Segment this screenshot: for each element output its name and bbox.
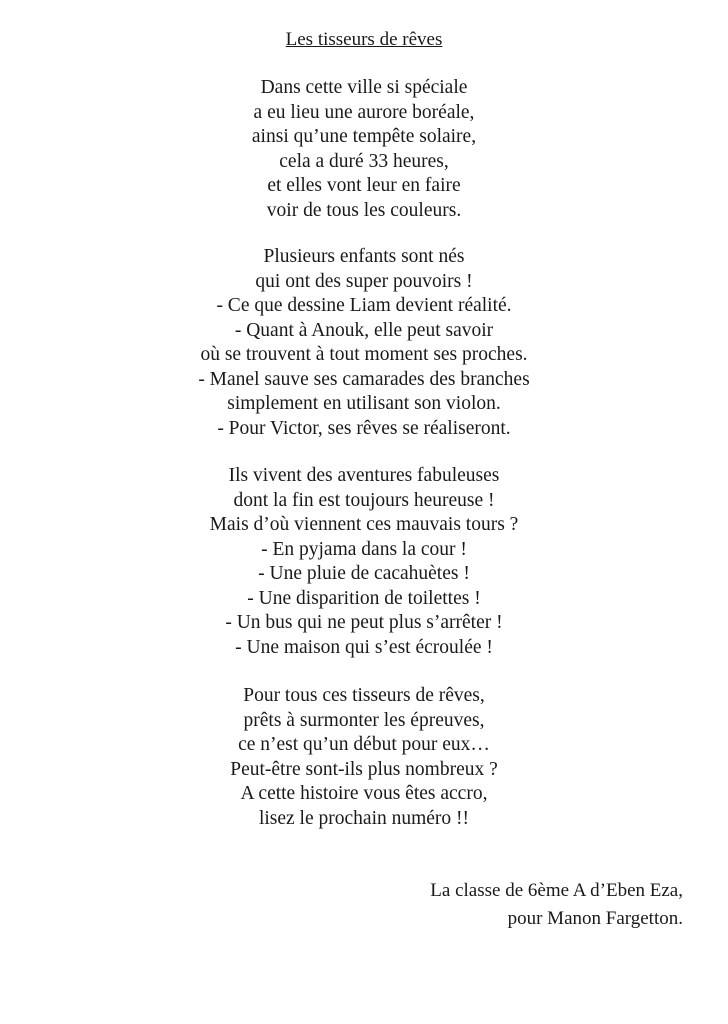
verse: ce n’est qu’un début pour eux… <box>238 734 490 755</box>
signature <box>430 877 683 933</box>
verse: A cette histoire vous êtes accro, <box>240 783 488 804</box>
verse: - Un bus qui ne peut plus s’arrêter ! <box>225 612 503 633</box>
verse: ainsi qu’une tempête solaire, <box>251 126 477 147</box>
verse: Pour tous ces tisseurs de rêves, <box>243 685 485 706</box>
verse: a eu lieu une aurore boréale, <box>253 101 475 123</box>
signature-line: La classe de 6ème A d’Eben Eza, <box>430 880 683 901</box>
verse: - Quant à Anouk, elle peut savoir <box>234 319 494 341</box>
verse: - Ce que dessine Liam devient réalité. <box>216 295 512 316</box>
verse: - Une maison qui s’est écroulée ! <box>235 636 493 658</box>
verse: qui ont des super pouvoirs ! <box>255 270 473 292</box>
verse: et elles vont leur en faire <box>267 175 461 196</box>
verse: - En pyjama dans la cour ! <box>261 538 467 560</box>
verse: simplement en utilisant son violon. <box>227 393 501 414</box>
signature-line: pour Manon Fargetton. <box>507 908 683 929</box>
verse: dont la fin est toujours heureuse ! <box>233 489 495 511</box>
verse: voir de tous les couleurs. <box>266 199 462 221</box>
verse: cela a duré 33 heures, <box>279 150 449 172</box>
stanza-2 <box>0 245 728 441</box>
verse: - Une pluie de cacahuètes ! <box>258 563 470 584</box>
verse: Mais d’où viennent ces mauvais tours ? <box>209 514 519 535</box>
stanza-1 <box>0 76 728 223</box>
verse: Peut-être sont-ils plus nombreux ? <box>230 758 498 780</box>
stanza-3 <box>0 464 728 660</box>
verse: Plusieurs enfants sont nés <box>263 246 465 267</box>
verse: prêts à surmonter les épreuves, <box>243 709 485 731</box>
verse: Dans cette ville si spéciale <box>260 77 468 98</box>
verse: - Une disparition de toilettes ! <box>247 587 481 609</box>
verse: - Manel sauve ses camarades des branches <box>198 368 530 390</box>
poem-title: Les tisseurs de rêves <box>285 29 443 50</box>
stanza-4 <box>0 684 728 831</box>
verse: - Pour Victor, ses rêves se réaliseront. <box>217 417 511 439</box>
verse: lisez le prochain numéro !! <box>258 807 470 829</box>
verse: où se trouvent à tout moment ses proches. <box>200 344 528 365</box>
verse: Ils vivent des aventures fabuleuses <box>228 465 500 486</box>
